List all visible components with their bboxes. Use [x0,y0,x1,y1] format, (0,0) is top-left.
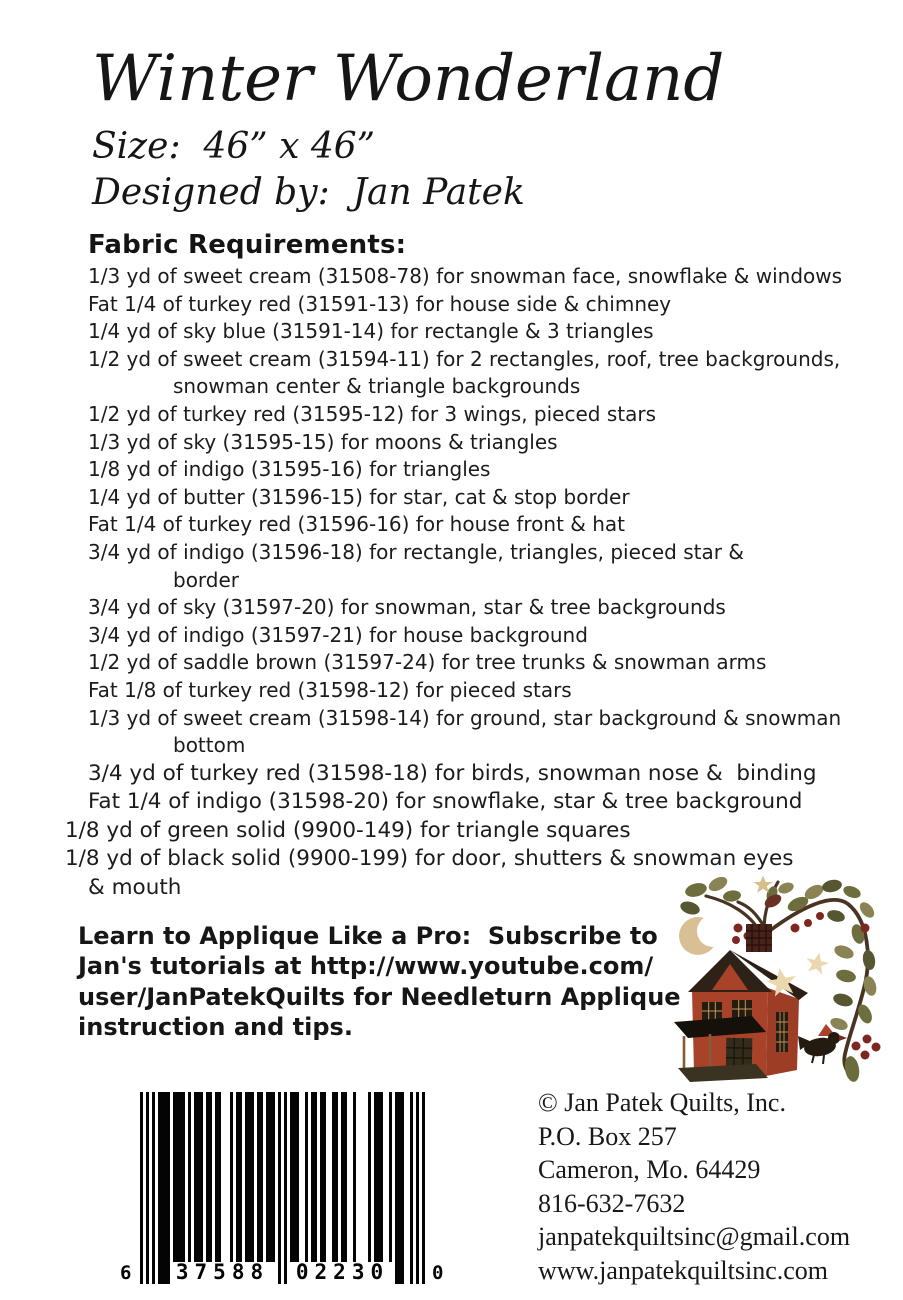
contact-line: P.O. Box 257 [538,1121,677,1151]
fabric-requirement-line: border [173,567,240,592]
fabric-requirement-line: 1/3 yd of sweet cream (31508-78) for snowman face, snowflake & windows [88,264,843,288]
house [674,950,808,1082]
publisher-contact [538,1086,888,1287]
bird-icon [798,1024,847,1064]
fabric-requirement-line: 1/2 yd of sweet cream (31594-11) for 2 rectangles, roof, tree backgrounds, [88,346,841,371]
fabric-requirement-line: Fat 1/4 of indigo (31598-20) for snowflake, star & tree background [88,789,803,815]
size-line: Size: 46” x 46” [92,126,376,167]
fabric-requirement-line: 1/8 yd of green solid (9900-149) for triangle squares [65,817,631,843]
fabric-requirement-line: 3/4 yd of indigo (31596-18) for rectangle, triangles, pieced star & [88,539,744,564]
fabric-requirement-line: 1/2 yd of saddle brown (31597-24) for tree trunks & snowman arms [88,650,767,675]
fabric-requirement-line: & mouth [88,875,182,901]
fabric-requirement-line: 1/8 yd of black solid (9900-199) for door, shutters & snowman eyes [65,846,794,872]
moon-icon [679,915,729,955]
fabric-requirement-line: 1/4 yd of butter (31596-15) for star, cat & stop border [88,484,630,509]
contact-line: janpatekquiltsinc@gmail.com [538,1222,851,1251]
fabric-requirements-list [65,263,888,903]
chimney [746,924,772,952]
fabric-requirement-line: Fat 1/4 of turkey red (31591-13) for house side & chimney [88,291,672,316]
fabric-requirement-line: 3/4 yd of sky (31597-20) for snowman, star & tree backgrounds [88,595,726,620]
upc-barcode [122,1092,452,1292]
barcode-digit-group-right: 02230 [295,1260,390,1284]
fabric-requirement-line: 1/3 yd of sweet cream (31598-14) for ground, star background & snowman [88,705,842,730]
fabric-requirement-line: Fat 1/4 of turkey red (31596-16) for house front & hat [88,512,625,537]
barcode-digit-left: 6 [120,1262,132,1284]
contact-line: 816-632-7632 [538,1188,686,1218]
barcode-digit-right: 0 [432,1262,444,1284]
youtube-promo-line: instruction and tips. [78,1013,353,1042]
youtube-promo [78,921,681,1043]
fabric-requirement-line: 1/3 yd of sky (31595-15) for moons & triangles [88,429,558,454]
fabric-requirement-line: bottom [173,733,246,758]
fabric-requirement-line: 3/4 yd of turkey red (31598-18) for birds, snowman nose & binding [88,760,817,786]
fabric-requirements-heading: Fabric Requirements: [88,230,407,260]
pattern-title: Winter Wonderland [92,42,725,116]
fabric-requirement-line: snowman center & triangle backgrounds [173,374,581,399]
designed-by-line: Designed by: Jan Patek [92,172,525,213]
barcode-bars [140,1092,425,1284]
fabric-requirement-line: 1/2 yd of turkey red (31595-12) for 3 wings, pieced stars [88,401,656,426]
youtube-promo-line: user/JanPatekQuilts for Needleturn Applique [78,982,681,1011]
youtube-promo-line: Learn to Applique Like a Pro: Subscribe to [78,922,658,950]
youtube-promo-line: Jan's tutorials at http://www.youtube.com/ [78,952,654,981]
fabric-requirement-line: 3/4 yd of indigo (31597-21) for house background [88,622,588,647]
fabric-requirement-line: Fat 1/8 of turkey red (31598-12) for pieced stars [88,677,572,702]
fabric-requirement-line: 1/8 yd of indigo (31595-16) for triangles [88,457,491,482]
house-illustration [660,866,903,1086]
contact-line: © Jan Patek Quilts, Inc. [538,1088,786,1117]
contact-line: www.janpatekquiltsinc.com [538,1255,829,1285]
star-icon [804,950,831,975]
barcode-digit-group-left: 37588 [175,1260,270,1284]
contact-line: Cameron, Mo. 64429 [538,1155,761,1184]
fabric-requirement-line: 1/4 yd of sky blue (31591-14) for rectangle & 3 triangles [88,319,654,344]
